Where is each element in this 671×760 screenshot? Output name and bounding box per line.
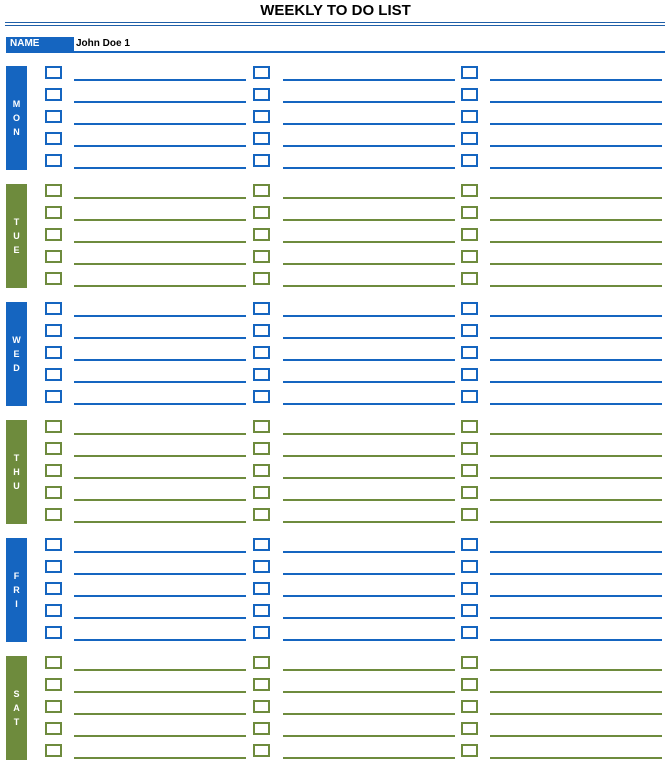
task-line[interactable]	[74, 337, 246, 339]
task-line[interactable]	[490, 735, 662, 737]
task-line[interactable]	[283, 359, 455, 361]
task-line[interactable]	[283, 521, 455, 523]
task-checkbox[interactable]	[461, 250, 478, 263]
day-letter: N	[13, 127, 20, 137]
task-checkbox[interactable]	[253, 88, 270, 101]
task-line[interactable]	[283, 241, 455, 243]
task-checkbox[interactable]	[45, 420, 62, 433]
task-line[interactable]	[74, 219, 246, 221]
task-checkbox[interactable]	[45, 250, 62, 263]
task-line[interactable]	[74, 167, 246, 169]
task-line[interactable]	[74, 79, 246, 81]
day-section	[0, 66, 671, 170]
task-checkbox[interactable]	[45, 302, 62, 315]
task-line[interactable]	[490, 499, 662, 501]
task-line[interactable]	[283, 617, 455, 619]
task-checkbox[interactable]	[253, 604, 270, 617]
task-line[interactable]	[283, 455, 455, 457]
task-line[interactable]	[74, 381, 246, 383]
task-checkbox[interactable]	[253, 464, 270, 477]
task-line[interactable]	[283, 167, 455, 169]
task-checkbox[interactable]	[45, 722, 62, 735]
task-checkbox[interactable]	[45, 538, 62, 551]
day-letter: E	[13, 349, 20, 359]
task-checkbox[interactable]	[253, 250, 270, 263]
task-line[interactable]	[490, 691, 662, 693]
page-title: WEEKLY TO DO LIST	[260, 2, 411, 19]
task-line[interactable]	[490, 315, 662, 317]
task-checkbox[interactable]	[461, 626, 478, 639]
task-checkbox[interactable]	[253, 66, 270, 79]
task-checkbox[interactable]	[45, 390, 62, 403]
task-line[interactable]	[74, 145, 246, 147]
task-checkbox[interactable]	[253, 110, 270, 123]
task-checkbox[interactable]	[253, 228, 270, 241]
day-label	[6, 66, 27, 170]
task-checkbox[interactable]	[45, 442, 62, 455]
task-checkbox[interactable]	[461, 346, 478, 359]
task-checkbox[interactable]	[253, 346, 270, 359]
task-line[interactable]	[490, 101, 662, 103]
task-line[interactable]	[283, 499, 455, 501]
task-checkbox[interactable]	[45, 228, 62, 241]
task-line[interactable]	[490, 219, 662, 221]
day-letter: T	[13, 717, 20, 727]
task-line[interactable]	[74, 433, 246, 435]
task-line[interactable]	[490, 145, 662, 147]
task-checkbox[interactable]	[45, 508, 62, 521]
day-section	[0, 302, 671, 406]
task-checkbox[interactable]	[461, 272, 478, 285]
task-line[interactable]	[490, 167, 662, 169]
task-line[interactable]	[283, 197, 455, 199]
task-checkbox[interactable]	[461, 486, 478, 499]
day-label	[6, 302, 27, 406]
task-line[interactable]	[283, 315, 455, 317]
task-checkbox[interactable]	[461, 390, 478, 403]
task-line[interactable]	[283, 337, 455, 339]
task-line[interactable]	[283, 691, 455, 693]
day-letter: T	[13, 453, 20, 463]
task-line[interactable]	[490, 669, 662, 671]
task-checkbox[interactable]	[253, 324, 270, 337]
task-checkbox[interactable]	[253, 272, 270, 285]
task-line[interactable]	[490, 551, 662, 553]
task-line[interactable]	[74, 735, 246, 737]
task-checkbox[interactable]	[253, 744, 270, 757]
task-line[interactable]	[74, 403, 246, 405]
task-checkbox[interactable]	[461, 442, 478, 455]
task-line[interactable]	[74, 197, 246, 199]
task-checkbox[interactable]	[45, 110, 62, 123]
task-line[interactable]	[283, 639, 455, 641]
task-checkbox[interactable]	[461, 110, 478, 123]
day-letter: E	[13, 245, 20, 255]
task-line[interactable]	[74, 101, 246, 103]
task-line[interactable]	[283, 123, 455, 125]
task-line[interactable]	[74, 241, 246, 243]
task-line[interactable]	[74, 669, 246, 671]
task-checkbox[interactable]	[253, 368, 270, 381]
task-checkbox[interactable]	[461, 420, 478, 433]
task-line[interactable]	[490, 79, 662, 81]
task-line[interactable]	[283, 219, 455, 221]
day-letter: D	[13, 363, 20, 373]
task-line[interactable]	[74, 315, 246, 317]
task-checkbox[interactable]	[253, 626, 270, 639]
task-checkbox[interactable]	[461, 464, 478, 477]
task-checkbox[interactable]	[461, 582, 478, 595]
day-letter: H	[13, 467, 20, 477]
task-checkbox[interactable]	[253, 722, 270, 735]
day-letter: T	[13, 217, 20, 227]
task-line[interactable]	[283, 551, 455, 553]
task-checkbox[interactable]	[45, 604, 62, 617]
task-line[interactable]	[283, 735, 455, 737]
task-line[interactable]	[283, 595, 455, 597]
task-checkbox[interactable]	[45, 154, 62, 167]
day-letter: S	[13, 689, 20, 699]
task-line[interactable]	[283, 433, 455, 435]
task-line[interactable]	[490, 381, 662, 383]
task-line[interactable]	[283, 101, 455, 103]
task-line[interactable]	[490, 455, 662, 457]
task-checkbox[interactable]	[253, 442, 270, 455]
task-checkbox[interactable]	[461, 368, 478, 381]
task-checkbox[interactable]	[253, 582, 270, 595]
task-checkbox[interactable]	[461, 678, 478, 691]
task-line[interactable]	[74, 595, 246, 597]
task-checkbox[interactable]	[45, 272, 62, 285]
day-letter: U	[13, 481, 20, 491]
title-rule-bottom	[5, 25, 665, 26]
task-checkbox[interactable]	[253, 656, 270, 669]
task-checkbox[interactable]	[253, 390, 270, 403]
task-checkbox[interactable]	[461, 744, 478, 757]
task-line[interactable]	[283, 285, 455, 287]
task-line[interactable]	[74, 359, 246, 361]
task-line[interactable]	[283, 713, 455, 715]
task-line[interactable]	[74, 639, 246, 641]
task-checkbox[interactable]	[253, 538, 270, 551]
task-checkbox[interactable]	[461, 132, 478, 145]
task-checkbox[interactable]	[253, 678, 270, 691]
task-line[interactable]	[283, 79, 455, 81]
task-line[interactable]	[490, 359, 662, 361]
task-line[interactable]	[490, 197, 662, 199]
task-checkbox[interactable]	[45, 324, 62, 337]
task-checkbox[interactable]	[253, 560, 270, 573]
task-line[interactable]	[74, 713, 246, 715]
day-letter: R	[13, 585, 20, 595]
task-line[interactable]	[74, 691, 246, 693]
task-line[interactable]	[74, 455, 246, 457]
task-checkbox[interactable]	[45, 88, 62, 101]
task-line[interactable]	[490, 521, 662, 523]
task-line[interactable]	[283, 757, 455, 759]
task-line[interactable]	[74, 123, 246, 125]
task-line[interactable]	[490, 477, 662, 479]
task-line[interactable]	[490, 757, 662, 759]
task-checkbox[interactable]	[461, 324, 478, 337]
task-line[interactable]	[490, 639, 662, 641]
task-line[interactable]	[74, 521, 246, 523]
day-label	[6, 420, 27, 524]
day-letter: M	[12, 99, 21, 109]
task-checkbox[interactable]	[461, 508, 478, 521]
task-checkbox[interactable]	[461, 538, 478, 551]
task-line[interactable]	[283, 263, 455, 265]
task-line[interactable]	[283, 669, 455, 671]
day-label	[6, 656, 27, 760]
task-checkbox[interactable]	[45, 184, 62, 197]
name-label: NAME	[6, 37, 74, 51]
day-letter: F	[13, 571, 20, 581]
task-checkbox[interactable]	[461, 302, 478, 315]
title-rule-top	[5, 22, 665, 23]
task-line[interactable]	[490, 595, 662, 597]
task-checkbox[interactable]	[45, 486, 62, 499]
task-line[interactable]	[74, 263, 246, 265]
day-label	[6, 538, 27, 642]
day-letter: I	[15, 599, 18, 609]
task-checkbox[interactable]	[45, 560, 62, 573]
day-section	[0, 184, 671, 288]
task-checkbox[interactable]	[45, 368, 62, 381]
task-checkbox[interactable]	[461, 228, 478, 241]
task-checkbox[interactable]	[45, 626, 62, 639]
task-checkbox[interactable]	[253, 132, 270, 145]
day-letter: O	[12, 113, 20, 123]
task-checkbox[interactable]	[461, 604, 478, 617]
task-line[interactable]	[74, 499, 246, 501]
task-line[interactable]	[490, 713, 662, 715]
name-underline	[6, 51, 665, 53]
task-checkbox[interactable]	[45, 582, 62, 595]
task-checkbox[interactable]	[253, 508, 270, 521]
task-checkbox[interactable]	[461, 206, 478, 219]
task-checkbox[interactable]	[45, 744, 62, 757]
day-letter: W	[12, 335, 21, 345]
task-line[interactable]	[74, 285, 246, 287]
task-line[interactable]	[490, 263, 662, 265]
day-letter: U	[13, 231, 20, 241]
task-checkbox[interactable]	[253, 184, 270, 197]
day-section	[0, 538, 671, 642]
task-line[interactable]	[283, 573, 455, 575]
task-line[interactable]	[490, 337, 662, 339]
task-checkbox[interactable]	[461, 154, 478, 167]
day-section	[0, 420, 671, 524]
task-checkbox[interactable]	[45, 206, 62, 219]
task-checkbox[interactable]	[253, 206, 270, 219]
task-line[interactable]	[283, 477, 455, 479]
task-line[interactable]	[74, 617, 246, 619]
task-line[interactable]	[283, 381, 455, 383]
task-checkbox[interactable]	[253, 302, 270, 315]
task-checkbox[interactable]	[253, 486, 270, 499]
task-checkbox[interactable]	[45, 346, 62, 359]
task-line[interactable]	[490, 433, 662, 435]
name-value[interactable]: John Doe 1	[76, 38, 130, 49]
task-checkbox[interactable]	[461, 66, 478, 79]
day-label	[6, 184, 27, 288]
task-line[interactable]	[74, 757, 246, 759]
task-checkbox[interactable]	[253, 420, 270, 433]
task-line[interactable]	[74, 573, 246, 575]
task-line[interactable]	[74, 477, 246, 479]
task-checkbox[interactable]	[461, 184, 478, 197]
task-line[interactable]	[283, 145, 455, 147]
day-section	[0, 656, 671, 760]
task-checkbox[interactable]	[45, 132, 62, 145]
task-line[interactable]	[490, 617, 662, 619]
task-line[interactable]	[283, 403, 455, 405]
task-line[interactable]	[490, 403, 662, 405]
task-checkbox[interactable]	[45, 656, 62, 669]
task-checkbox[interactable]	[45, 678, 62, 691]
task-checkbox[interactable]	[461, 560, 478, 573]
task-line[interactable]	[490, 123, 662, 125]
task-line[interactable]	[74, 551, 246, 553]
day-letter: A	[13, 703, 20, 713]
task-line[interactable]	[490, 573, 662, 575]
task-checkbox[interactable]	[45, 464, 62, 477]
task-line[interactable]	[490, 241, 662, 243]
task-checkbox[interactable]	[461, 656, 478, 669]
task-checkbox[interactable]	[461, 88, 478, 101]
task-checkbox[interactable]	[45, 66, 62, 79]
task-checkbox[interactable]	[253, 154, 270, 167]
task-checkbox[interactable]	[461, 722, 478, 735]
task-line[interactable]	[490, 285, 662, 287]
